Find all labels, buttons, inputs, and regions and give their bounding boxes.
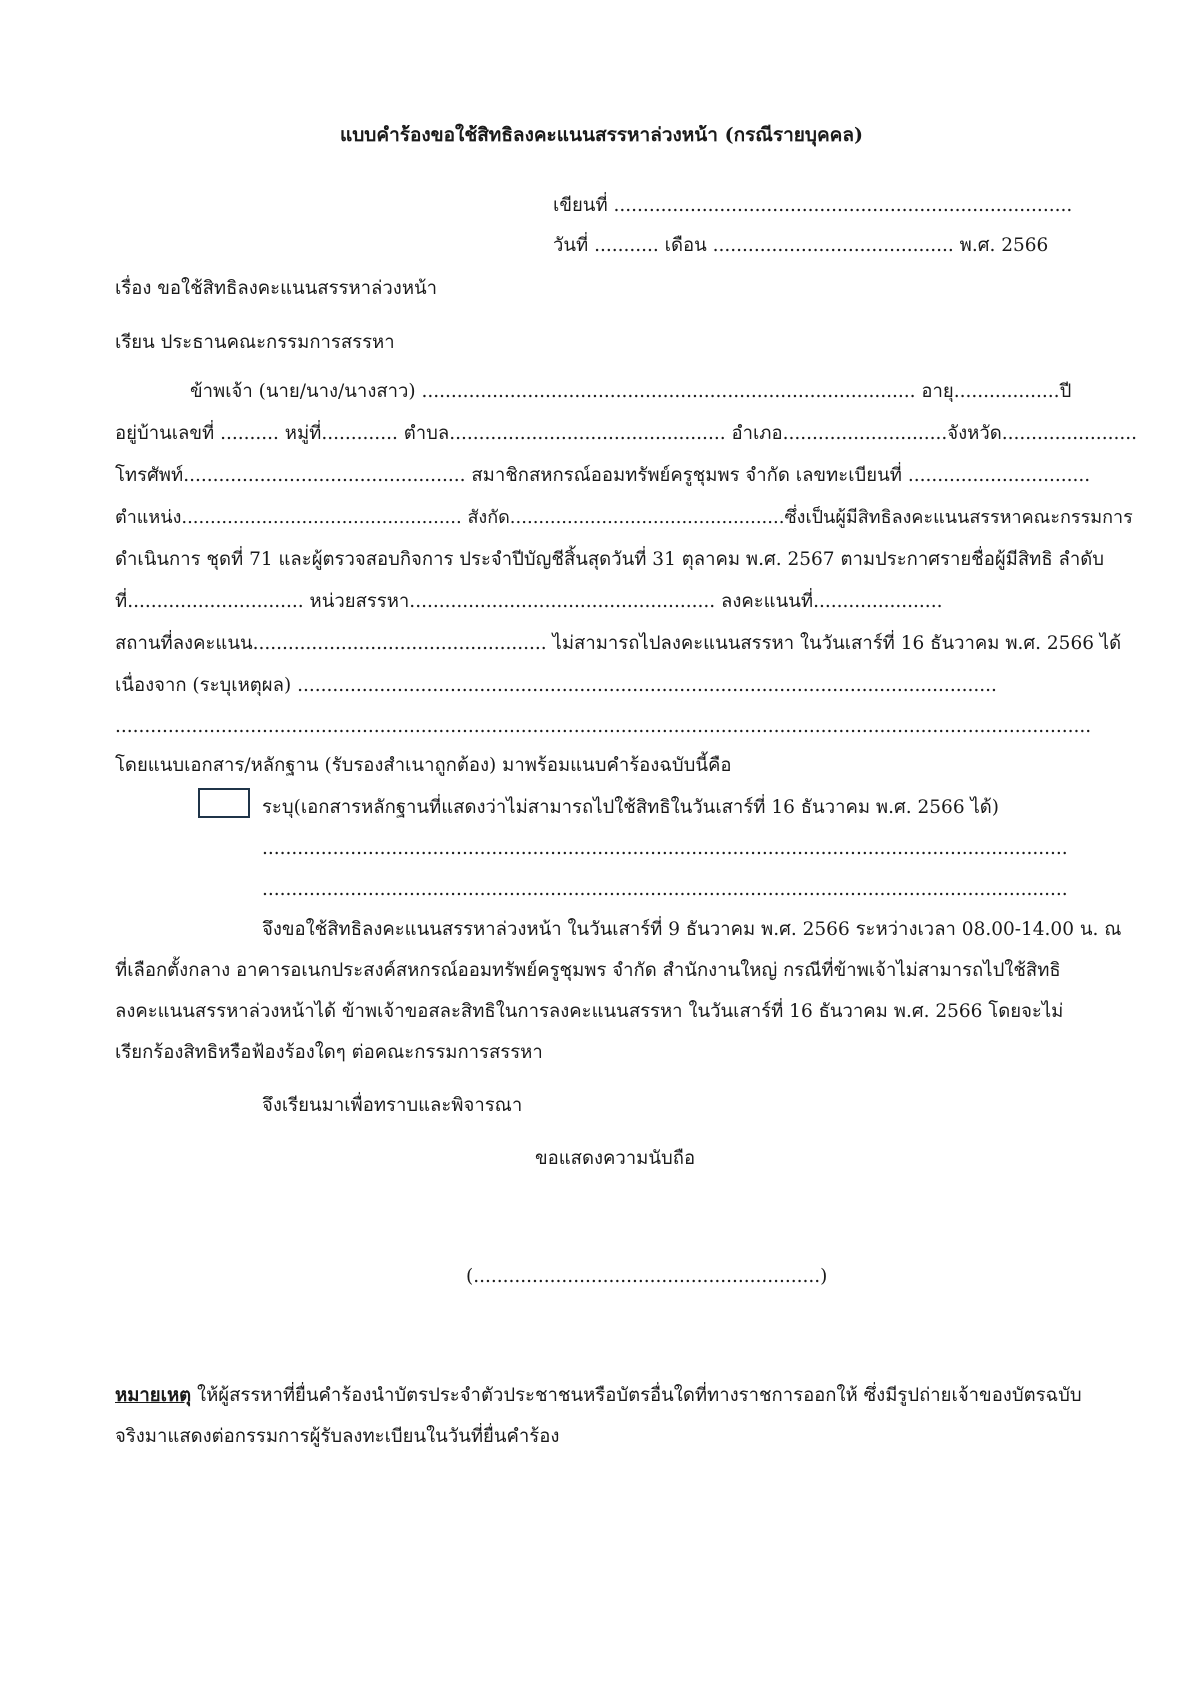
address-line: อยู่บ้านเลขที่ .......... หมู่ที่............. ตำบล............................................... อำเภอ............................จังหวัด....................... bbox=[115, 423, 1137, 444]
recipient-line: เรียน ประธานคณะกรรมการสรรหา bbox=[115, 332, 395, 353]
request-line-3: ลงคะแนนสรรหาล่วงหน้าได้ ข้าพเจ้าขอสละสิทธิในการลงคะแนนสรรหา ในวันเสาร์ที่ 16 ธันวาคม พ.ศ. 2566 โดยจะไม่ bbox=[115, 1001, 1064, 1022]
request-line-2: ที่เลือกตั้งกลาง อาคารอเนกประสงค์สหกรณ์ออมทรัพย์ครูชุมพร จำกัด สำนักงานใหญ่ กรณีที่ข้าพเจ้าไม่สามารถไปใช้สิทธิ bbox=[115, 960, 1061, 981]
regards-line: ขอแสดงความนับถือ bbox=[535, 1148, 696, 1169]
note-line-1 bbox=[115, 1383, 1082, 1409]
attachment-dots-line-1: ......................................................................................................................................... bbox=[262, 838, 1068, 859]
voting-place-line: สถานที่ลงคะแนน.................................................. ไม่สามารถไปลงคะแนนสรรหา ในวันเสาร์ที่ 16 ธันวาคม พ.ศ. 2566 ได้ bbox=[115, 633, 1122, 654]
written-at-field: เขียนที่ .............................................................................. bbox=[553, 195, 1073, 216]
phone-member-line: โทรศัพท์................................................ สมาชิกสหกรณ์ออมทรัพย์ครูชุมพร จำกัด เลขทะเบียนที่ ............................... bbox=[115, 465, 1091, 486]
attachment-dots-line-2: ......................................................................................................................................... bbox=[262, 879, 1068, 900]
reason-dots-line: ...................................................................................................................................................................... bbox=[115, 716, 1092, 737]
position-line: ตำแหน่ง................................................. สังกัด................................................ซึ่งเป็นผู้มีสิทธิลงคะแนนสรรหาคณะกรรมการ bbox=[115, 507, 1133, 528]
note-line-2: จริงมาแสดงต่อกรรมการผู้รับลงทะเบียนในวันที่ยื่นคำร้อง bbox=[115, 1426, 560, 1447]
committee-line: ดำเนินการ ชุดที่ 71 และผู้ตรวจสอบกิจการ ประจำปีบัญชีสิ้นสุดวันที่ 31 ตุลาคม พ.ศ. 2567 ตามประกาศรายชื่อผู้มีสิทธิ ลำดับ bbox=[115, 549, 1105, 570]
note-label: หมายเหตุ bbox=[115, 1385, 192, 1406]
signature-line: (...........................................................) bbox=[466, 1266, 828, 1287]
date-field: วันที่ ........... เดือน ......................................... พ.ศ. 2566 bbox=[553, 235, 1049, 256]
order-unit-line: ที่.............................. หน่วยสรรหา.................................................... ลงคะแนนที่...................... bbox=[115, 591, 943, 612]
attachment-checkbox[interactable] bbox=[198, 788, 250, 818]
request-line-1: จึงขอใช้สิทธิลงคะแนนสรรหาล่วงหน้า ในวันเสาร์ที่ 9 ธันวาคม พ.ศ. 2566 ระหว่างเวลา 08.00-14.00 น. ณ bbox=[262, 919, 1122, 940]
closing-line: จึงเรียนมาเพื่อทราบและพิจารณา bbox=[262, 1095, 523, 1116]
applicant-name-line: ข้าพเจ้า (นาย/นาง/นางสาว) .................................................................................... อายุ..................ปี bbox=[190, 381, 1072, 402]
attachment-intro: โดยแนบเอกสาร/หลักฐาน (รับรองสำเนาถูกต้อง) มาพร้อมแนบคำร้องฉบับนี้คือ bbox=[115, 755, 732, 776]
reason-line: เนื่องจาก (ระบุเหตุผล) ....................................................................................................................... bbox=[115, 675, 997, 696]
subject-line: เรื่อง ขอใช้สิทธิลงคะแนนสรรหาล่วงหน้า bbox=[115, 278, 438, 299]
request-line-4: เรียกร้องสิทธิหรือฟ้องร้องใดๆ ต่อคณะกรรมการสรรหา bbox=[115, 1042, 543, 1063]
document-title: แบบคำร้องขอใช้สิทธิลงคะแนนสรรหาล่วงหน้า (กรณีรายบุคคล) bbox=[340, 124, 864, 146]
attachment-item-label: ระบุ(เอกสารหลักฐานที่แสดงว่าไม่สามารถไปใช้สิทธิในวันเสาร์ที่ 16 ธันวาคม พ.ศ. 2566 ได้) bbox=[262, 797, 1000, 818]
note-text-1: ให้ผู้สรรหาที่ยื่นคำร้องนำบัตรประจำตัวประชาชนหรือบัตรอื่นใดที่ทางราชการออกให้ ซึ่งมีรูปถ่ายเจ้าของบัตรฉบับ bbox=[191, 1385, 1082, 1406]
